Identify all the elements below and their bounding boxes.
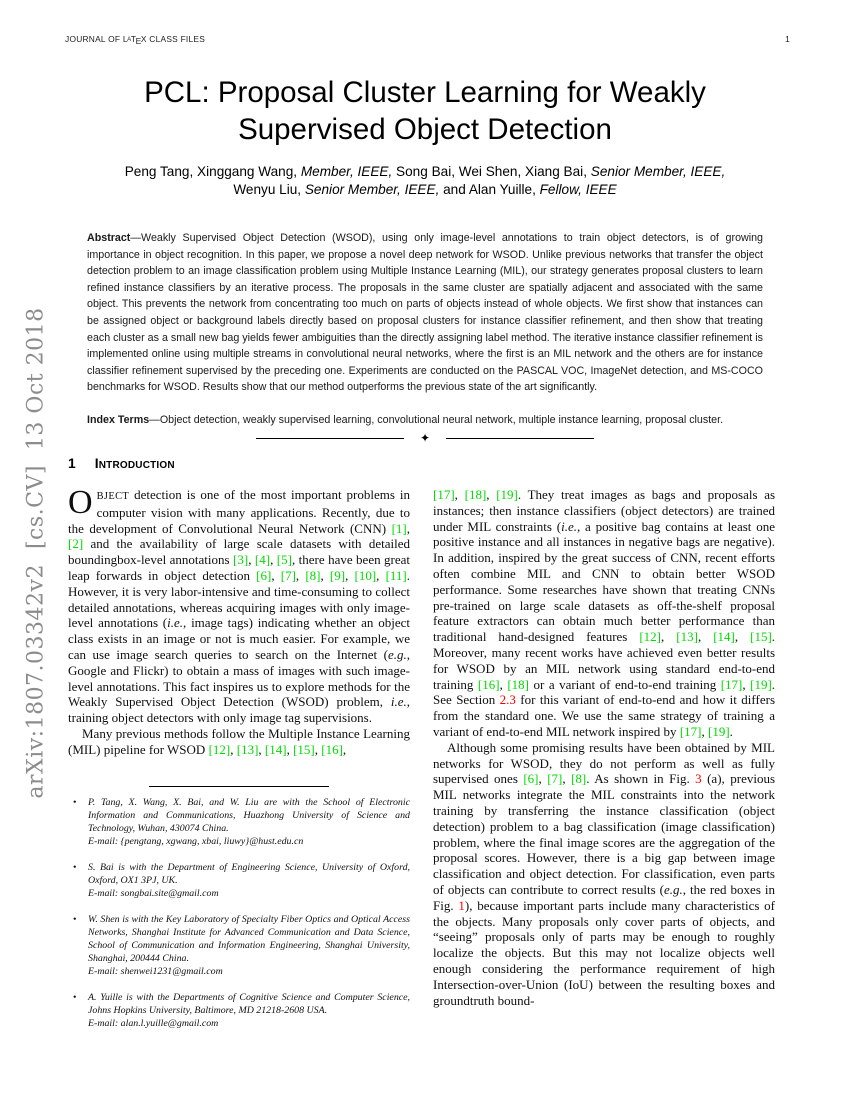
citation-link[interactable]: [16] — [477, 676, 500, 692]
citation-link[interactable]: [19] — [750, 676, 772, 692]
citation-link[interactable]: [16] — [321, 741, 343, 757]
citation-link[interactable]: [17] — [679, 723, 702, 739]
title-line-1: PCL: Proposal Cluster Learning for Weakly — [144, 76, 706, 109]
citation-link[interactable]: [12] — [208, 741, 231, 757]
citation-link[interactable]: [8] — [305, 567, 321, 583]
footnote-item — [68, 796, 410, 848]
author-line-1: Peng Tang, Xinggang Wang, Member, IEEE, Song Bai, Wei Shen, Xiang Bai, Senior Member, IEEE, — [124, 164, 726, 179]
footnote-email: E-mail: songbai.site@gmail.com — [88, 888, 219, 899]
journal-name: JOURNAL OF LATEX CLASS FILES — [65, 34, 206, 47]
citation-link[interactable]: [18] — [507, 676, 530, 692]
section-number: 1 — [68, 456, 76, 471]
citation-link[interactable]: [1] — [391, 520, 407, 536]
author-list — [0, 163, 850, 198]
citation-link[interactable]: [13] — [236, 741, 259, 757]
footnote-affiliation: W. Shen is with the Key Laboratory of Specialty Fiber Optics and Optical Access Networks, Shanghai Institute for Advanced Communication and Data Science, School of Communication and Information Engineering, Shanghai University, Shanghai, 200444 China. — [88, 914, 410, 964]
citation-link[interactable]: [18] — [464, 487, 487, 502]
citation-link[interactable]: [19] — [707, 723, 730, 739]
citation-link[interactable]: [8] — [571, 771, 587, 787]
intro-paragraph-3: [17], [18], [19]. They treat images as bags and proposals as instances; then instance classifiers (object detectors) are trained under MIL constraints (i.e., a positive bag contains at least one positive instance and all instances in negative bags are negative). In addition, inspired by the great success of CNN, recent efforts often combine MIL and CNN to obtain better WSOD performance. Some researches have shown that treating CNNs pre-trained on large scale datasets as off-the-shelf proposal feature extractors can obtain much better performance than traditional hand-designed features [12], [13], [14], [15]. Moreover, many recent works have achieved even better results for WSOD by an MIL network using standard end-to-end training [16], [18] or a variant of end-to-end training [17], [19]. See Section 2.3 for this variant of end-to-end and how it differs from the standard one. We use the same strategy of training a variant of end-to-end MIL network inspired by [17], [19]. — [433, 487, 776, 739]
cross-reference-link[interactable]: 3 — [695, 771, 702, 787]
separator-line-right — [446, 438, 594, 439]
footnote-affiliation: A. Yuille is with the Departments of Cognitive Science and Computer Science, Johns Hopkins University, Baltimore, MD 21218-2608 USA. — [88, 992, 410, 1016]
bullet-icon: • — [73, 914, 77, 925]
citation-link[interactable]: [17] — [433, 487, 455, 502]
citation-link[interactable]: [5] — [276, 552, 292, 568]
citation-link[interactable]: [17] — [720, 676, 743, 692]
paper-title — [0, 74, 850, 148]
arxiv-watermark: arXiv:1807.03342v2 [cs.CV] 13 Oct 2018 — [23, 307, 49, 799]
cross-reference-link[interactable]: 1 — [458, 897, 465, 913]
author-line-2: Wenyu Liu, Senior Member, IEEE, and Alan Yuille, Fellow, IEEE — [233, 181, 617, 197]
intro-paragraph-1 — [68, 484, 411, 726]
running-header — [65, 34, 790, 46]
footnote-rule — [149, 786, 329, 787]
abstract-paragraph: Abstract—Weakly Supervised Object Detection (WSOD), using only image-level annotations to train object detectors, is of growing importance in object recognition. In this paper, we propose a novel deep network for WSOD. Unlike previous networks that transfer the object detection problem to an image classification problem using Multiple Instance Learning (MIL), our strategy generates proposal clusters to learn refined instance classifiers by an iterative process. The proposals in the same cluster are spatially adjacent and associated with the same object. This prevents the network from concentrating too much on parts of objects instead of whole objects. We first show that instances can be assigned object or background labels directly based on proposal clusters for instance classifier refinement, and then show that treating each cluster as a small new bag yields fewer ambiguities than the directly assigning label method. The iterative instance classifier refinement is implemented online using multiple streams in convolutional neural networks, where the first is an MIL network and the others are for instance classifier refinement supervised by the preceding one. Experiments are conducted on the PASCAL VOC, ImageNet detection, and MS-COCO benchmarks for WSOD. Results show that our method outperforms the previous state of the art significantly. — [87, 232, 763, 394]
citation-link[interactable]: [15] — [293, 741, 315, 757]
separator-line-left — [256, 438, 404, 439]
citation-link[interactable]: [4] — [254, 552, 271, 568]
section-title: Introduction — [94, 456, 175, 471]
column-left — [68, 484, 411, 758]
citation-link[interactable]: [13] — [676, 629, 698, 645]
citation-link[interactable]: [12] — [639, 629, 662, 645]
citation-link[interactable]: [9] — [329, 567, 346, 583]
citation-link[interactable]: [6] — [523, 771, 539, 787]
section-separator — [0, 430, 850, 446]
citation-link[interactable]: [7] — [547, 771, 563, 787]
bullet-icon: • — [73, 797, 77, 808]
footnote-item — [68, 991, 410, 1030]
citation-link[interactable]: [7] — [280, 567, 296, 583]
footnote-email: E-mail: alan.l.yuille@gmail.com — [88, 1018, 219, 1029]
footnote-item — [68, 861, 410, 900]
citation-link[interactable]: [11] — [385, 567, 407, 583]
diamond-icon: ✦ — [419, 431, 431, 445]
footnote-affiliation: P. Tang, X. Wang, X. Bai, and W. Liu are with the School of Electronic Information and Communications, Huazhong University of Science and Technology, Wuhan, 430074 China. — [88, 797, 410, 834]
footnote-item — [68, 913, 410, 978]
column-right — [433, 487, 775, 1008]
title-line-2: Supervised Object Detection — [238, 113, 612, 146]
section-heading-introduction — [68, 456, 175, 471]
footnote-block — [68, 786, 410, 1043]
citation-link[interactable]: [6] — [256, 567, 272, 583]
citation-link[interactable]: [19] — [496, 487, 518, 502]
citation-link[interactable]: [3] — [233, 552, 249, 568]
citation-link[interactable]: [2] — [68, 536, 84, 552]
page-number: 1 — [785, 34, 790, 44]
cross-reference-link[interactable]: 2.3 — [499, 692, 516, 708]
citation-link[interactable]: [14] — [713, 629, 735, 645]
citation-link[interactable]: [14] — [264, 741, 287, 757]
footnote-email: E-mail: {pengtang, xgwang, xbai, liuwy}@hust.edu.cn — [88, 836, 304, 847]
dropcap-letter: O — [68, 484, 93, 521]
intro-paragraph-1-text: BJECT detection is one of the most important problems in computer vision with many applications. Recently, due to the development of Convolutional Neural Network (CNN) [1], [2] and the availability of large scale datasets with detailed boundingbox-level annotations [3], [4], [5], there have been great leap forwards in object detection [6], [7], [8], [9], [10], [11]. However, it is very labor-intensive and time-consuming to collect detailed annotations, whereas acquiring images with only image-level annotations (i.e., image tags) indicating whether an object class exists in an image or not is much easier. For example, we can use image search queries to search on the Internet (e.g., Google and Flickr) to obtain a mass of images with such image-level annotations. This fact inspires us to explore methods for the Weakly Supervised Object Detection (WSOD) problem, i.e., training object detectors with only image tag supervisions. — [68, 487, 411, 726]
intro-paragraph-4: Although some promising results have been obtained by MIL networks for WSOD, they do not perform as well as fully supervised ones [6], [7], [8]. As shown in Fig. 3 (a), previous MIL networks integrate the MIL constraints into the network training by transferring the instance classification (object detection) problem to a bag classification (image classification) problem, where the final image scores are the aggregation of the proposal scores. However, there is a big gap between image classification and object detection. For classification, even parts of objects can contribute to correct results (e.g., the red boxes in Fig. 1), because important parts include many characteristics of the objects. Many proposals only cover parts of objects, and “seeing” proposals only of parts may be enough to roughly localize the objects. But this may not localize objects well enough considering the performance requirement of high Intersection-over-Union (IoU) between the resulting boxes and groundtruth bound- — [433, 739, 776, 1008]
citation-link[interactable]: [15] — [750, 629, 772, 645]
citation-link[interactable]: [10] — [354, 567, 377, 583]
bullet-icon: • — [73, 992, 77, 1003]
bullet-icon: • — [73, 862, 77, 873]
index-terms-paragraph: Index Terms—Object detection, weakly supervised learning, convolutional neural network, multiple instance learning, proposal cluster. — [87, 413, 724, 426]
footnote-email: E-mail: shenwei1231@gmail.com — [88, 966, 223, 977]
front-matter — [87, 230, 763, 429]
footnote-affiliation: S. Bai is with the Department of Engineering Science, University of Oxford, Oxford, OX1 3PJ, UK. — [88, 862, 410, 886]
intro-paragraph-2: Many previous methods follow the Multiple Instance Learning (MIL) pipeline for WSOD [12], [13], [14], [15], [16], — [68, 725, 410, 757]
